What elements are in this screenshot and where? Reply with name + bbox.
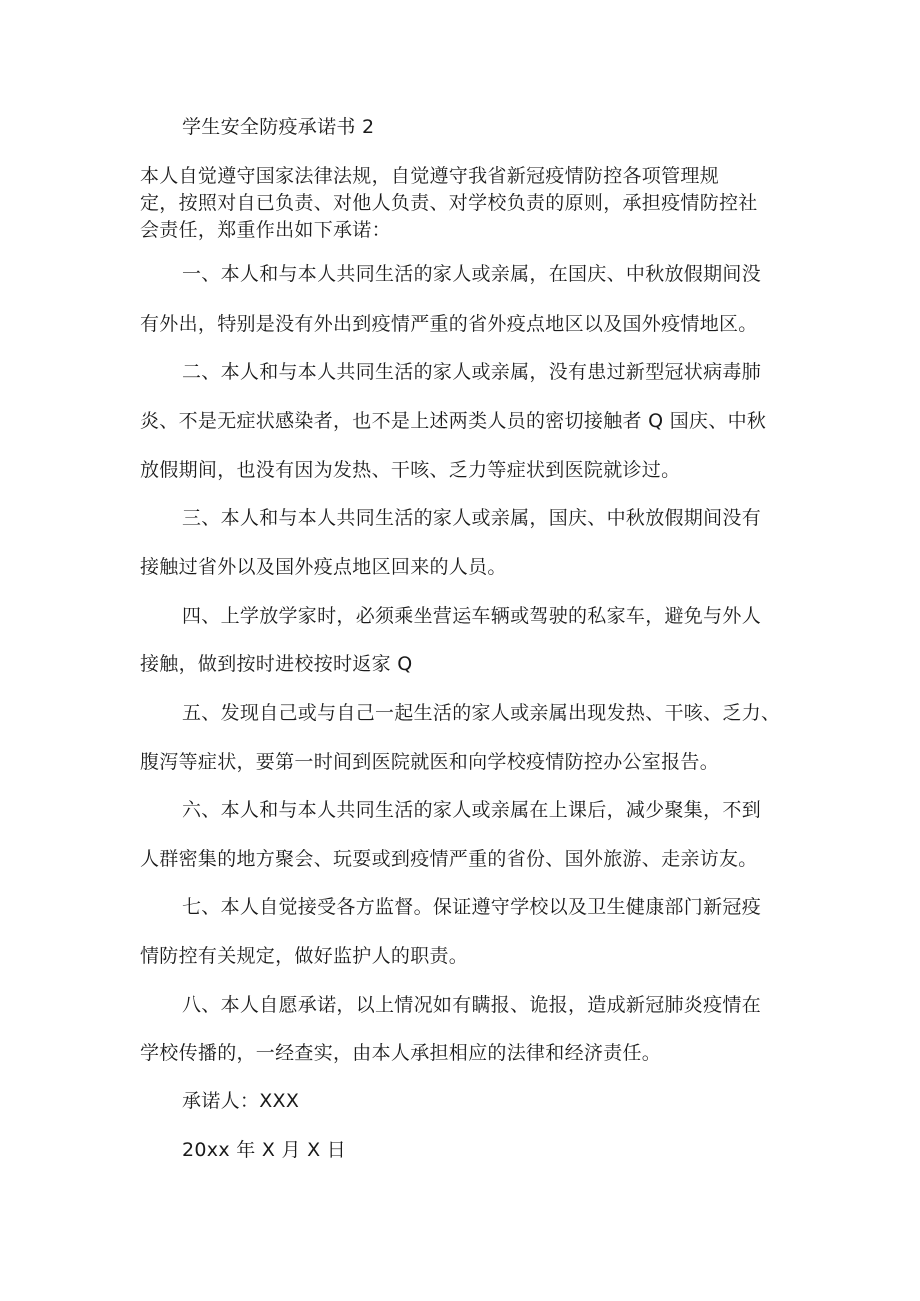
item-2-line-2: 炎、不是无症状感染者，也不是上述两类人员的密切接触者 Q 国庆、中秋 bbox=[140, 410, 767, 432]
intro-line-1: 本人自觉遵守国家法律法规，自觉遵守我省新冠疫情防控各项管理规 bbox=[140, 165, 720, 187]
item-5-line-2: 腹泻等症状，要第一时间到医院就医和向学校疫情防控办公室报告。 bbox=[140, 751, 720, 773]
item-6-line-1: 六、本人和与本人共同生活的家人或亲属在上课后，减少聚集，不到 bbox=[182, 799, 762, 821]
signature-line: 承诺人：XXX bbox=[182, 1090, 300, 1112]
item-1-line-2: 有外出，特别是没有外出到疫情严重的省外疫点地区以及国外疫情地区。 bbox=[140, 313, 758, 335]
item-7-line-1: 七、本人自觉接受各方监督。保证遵守学校以及卫生健康部门新冠疫 bbox=[182, 896, 762, 918]
intro-line-3: 会责任，郑重作出如下承诺： bbox=[140, 219, 391, 241]
item-2-line-1: 二、本人和与本人共同生活的家人或亲属，没有患过新型冠状病毒肺 bbox=[182, 361, 762, 383]
intro-line-2: 定，按照对自已负责、对他人负责、对学校负责的原则，承担疫情防控社 bbox=[140, 192, 758, 214]
item-3-line-1: 三、本人和与本人共同生活的家人或亲属，国庆、中秋放假期间没有 bbox=[182, 507, 762, 529]
item-7-line-2: 情防控有关规定，做好监护人的职责。 bbox=[140, 945, 469, 967]
item-4-line-1: 四、上学放学家时，必须乘坐营运车辆或驾驶的私家车，避免与外人 bbox=[182, 605, 762, 627]
item-8-line-1: 八、本人自愿承诺，以上情况如有瞒报、诡报，造成新冠肺炎疫情在 bbox=[182, 994, 762, 1016]
item-8-line-2: 学校传播的，一经查实，由本人承担相应的法律和经济责任。 bbox=[140, 1042, 662, 1064]
item-3-line-2: 接触过省外以及国外疫点地区回来的人员。 bbox=[140, 556, 507, 578]
item-6-line-2: 人群密集的地方聚会、玩耍或到疫情严重的省份、国外旅游、走亲访友。 bbox=[140, 848, 758, 870]
document-title: 学生安全防疫承诺书 2 bbox=[182, 116, 375, 138]
item-4-line-2: 接触，做到按时进校按时返家 Q bbox=[140, 653, 413, 675]
date-line: 20xx 年 X 月 X 日 bbox=[182, 1139, 347, 1161]
item-1-line-1: 一、本人和与本人共同生活的家人或亲属，在国庆、中秋放假期间没 bbox=[182, 263, 762, 285]
item-2-line-3: 放假期间，也没有因为发热、干咳、乏力等症状到医院就诊过。 bbox=[140, 459, 681, 481]
item-5-line-1: 五、发现自己或与自己一起生活的家人或亲属出现发热、干咳、乏力、 bbox=[182, 702, 781, 724]
